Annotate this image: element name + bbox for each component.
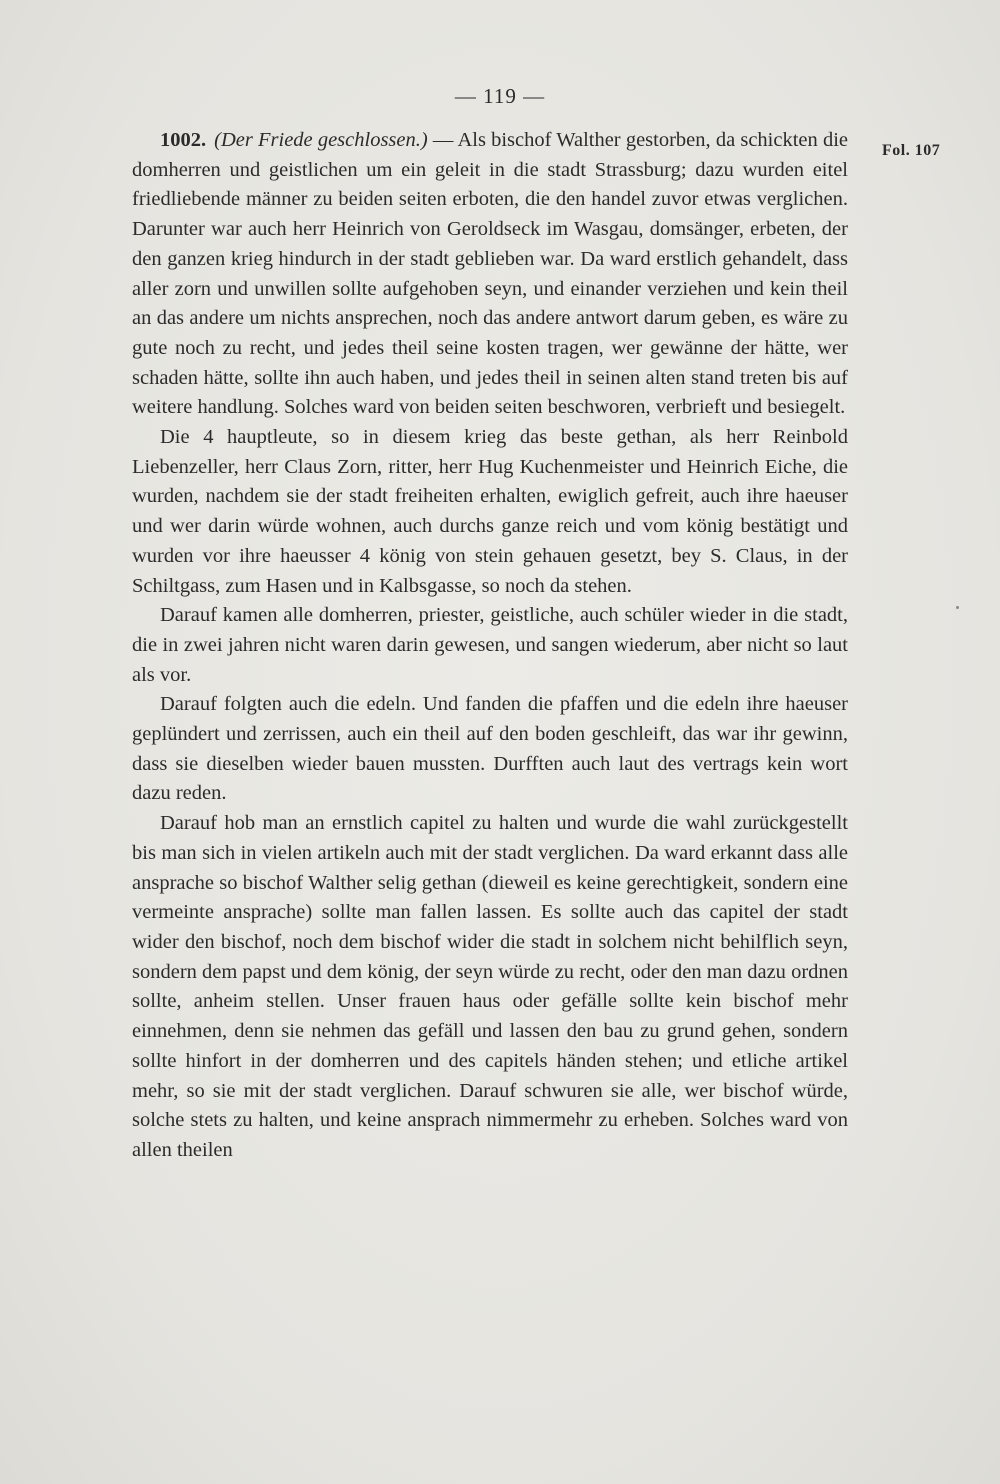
margin-note-folio: Fol. 107 xyxy=(882,142,941,159)
paragraph: Darauf hob man an ernstlich capitel zu halten und wurde die wahl zurückgestellt bis man sich in vielen artikeln auch mit der stadt verglichen. Da ward erkannt dass alle ansprache so bischof Walther selig gethan (dieweil es keine gerechtigkeit, sondern eine vermeinte ansprache) sollte man fallen lassen. Es sollte auch das capitel der stadt wider den bischof, noch dem bischof wider die stadt in solchem nicht behilflich seyn, sondern dem papst und dem könig, der seyn würde zu recht, oder den man dazu ordnen sollte, anheim stellen. Unser frauen haus oder gefälle sollte kein bischof mehr einnehmen, denn sie nehmen das gefäll und lassen den bau zu grund gehen, sondern sollte hinfort in der domherren und des capitels händen stehen; und etliche artikel mehr, so sie mit der stadt verglichen. Darauf schwuren sie alle, wer bischof würde, solche stets zu halten, und keine ansprach nimmermehr zu erheben. Solches ward von allen theilen xyxy=(132,812,848,1161)
entry-title: (Der Friede geschlossen.) xyxy=(214,129,428,151)
paragraph: Die 4 hauptleute, so in diesem krieg das beste gethan, als herr Reinbold Liebenzeller, herr Claus Zorn, ritter, herr Hug Kuchenmeister und Heinrich Eiche, die wurden, nachdem sie der stadt freiheiten erhalten, ewiglich gefreit, auch ihre haeuser und wer darin würde wohnen, auch durchs ganze reich und vom könig bestätigt und wurden vor ihre haeusser 4 könig von stein gehauen gesetzt, bey S. Claus, in der Schiltgass, zum Hasen und in Kalbsgasse, so noch da stehen. xyxy=(132,426,848,597)
paper-fleck xyxy=(956,606,959,609)
paragraph: Darauf folgten auch die edeln. Und fanden die pfaffen und die edeln ihre haeuser geplündert und zerrissen, auch ein theil auf den boden geschleift, das war ihr gewinn, dass sie dieselben wieder bauen mussten. Durfften auch laut des vertrags kein wort dazu reden. xyxy=(132,693,848,805)
paragraph: Darauf kamen alle domherren, priester, geistliche, auch schüler wieder in die stadt, die in zwei jahren nicht waren darin gewesen, und sangen wiederum, aber nicht so laut als vor. xyxy=(132,604,848,686)
page-number: — 119 — xyxy=(454,84,546,108)
entry-number: 1002. xyxy=(160,129,207,151)
body-text xyxy=(132,126,848,1166)
entry-paragraph xyxy=(132,126,848,423)
entry-opening-text: — Als bischof Walther gestorben, da schickten die domherren und geistlichen um ein geleit in die stadt Strassburg; dazu wurden eitel friedliebende männer zu beiden seiten erboten, die den handel zuvor etwas verglichen. Darunter war auch herr Heinrich von Geroldseck im Wasgau, domsänger, erbeten, der den ganzen krieg hindurch in der stadt geblieben war. Da ward erstlich gehandelt, dass aller zorn und unwillen sollte aufgehoben seyn, und einander verziehen und kein theil an das andere um nichts ansprechen, noch das andere antwort darum geben, es wäre zu gute noch zu recht, und jedes theil seine kosten tragen, wer gewänne der hätte, wer schaden hätte, sollte ihn auch haben, und jedes theil in seinen alten stand treten bis auf weitere handlung. Solches ward von beiden seiten beschworen, verbrieft und besiegelt. xyxy=(132,129,848,419)
